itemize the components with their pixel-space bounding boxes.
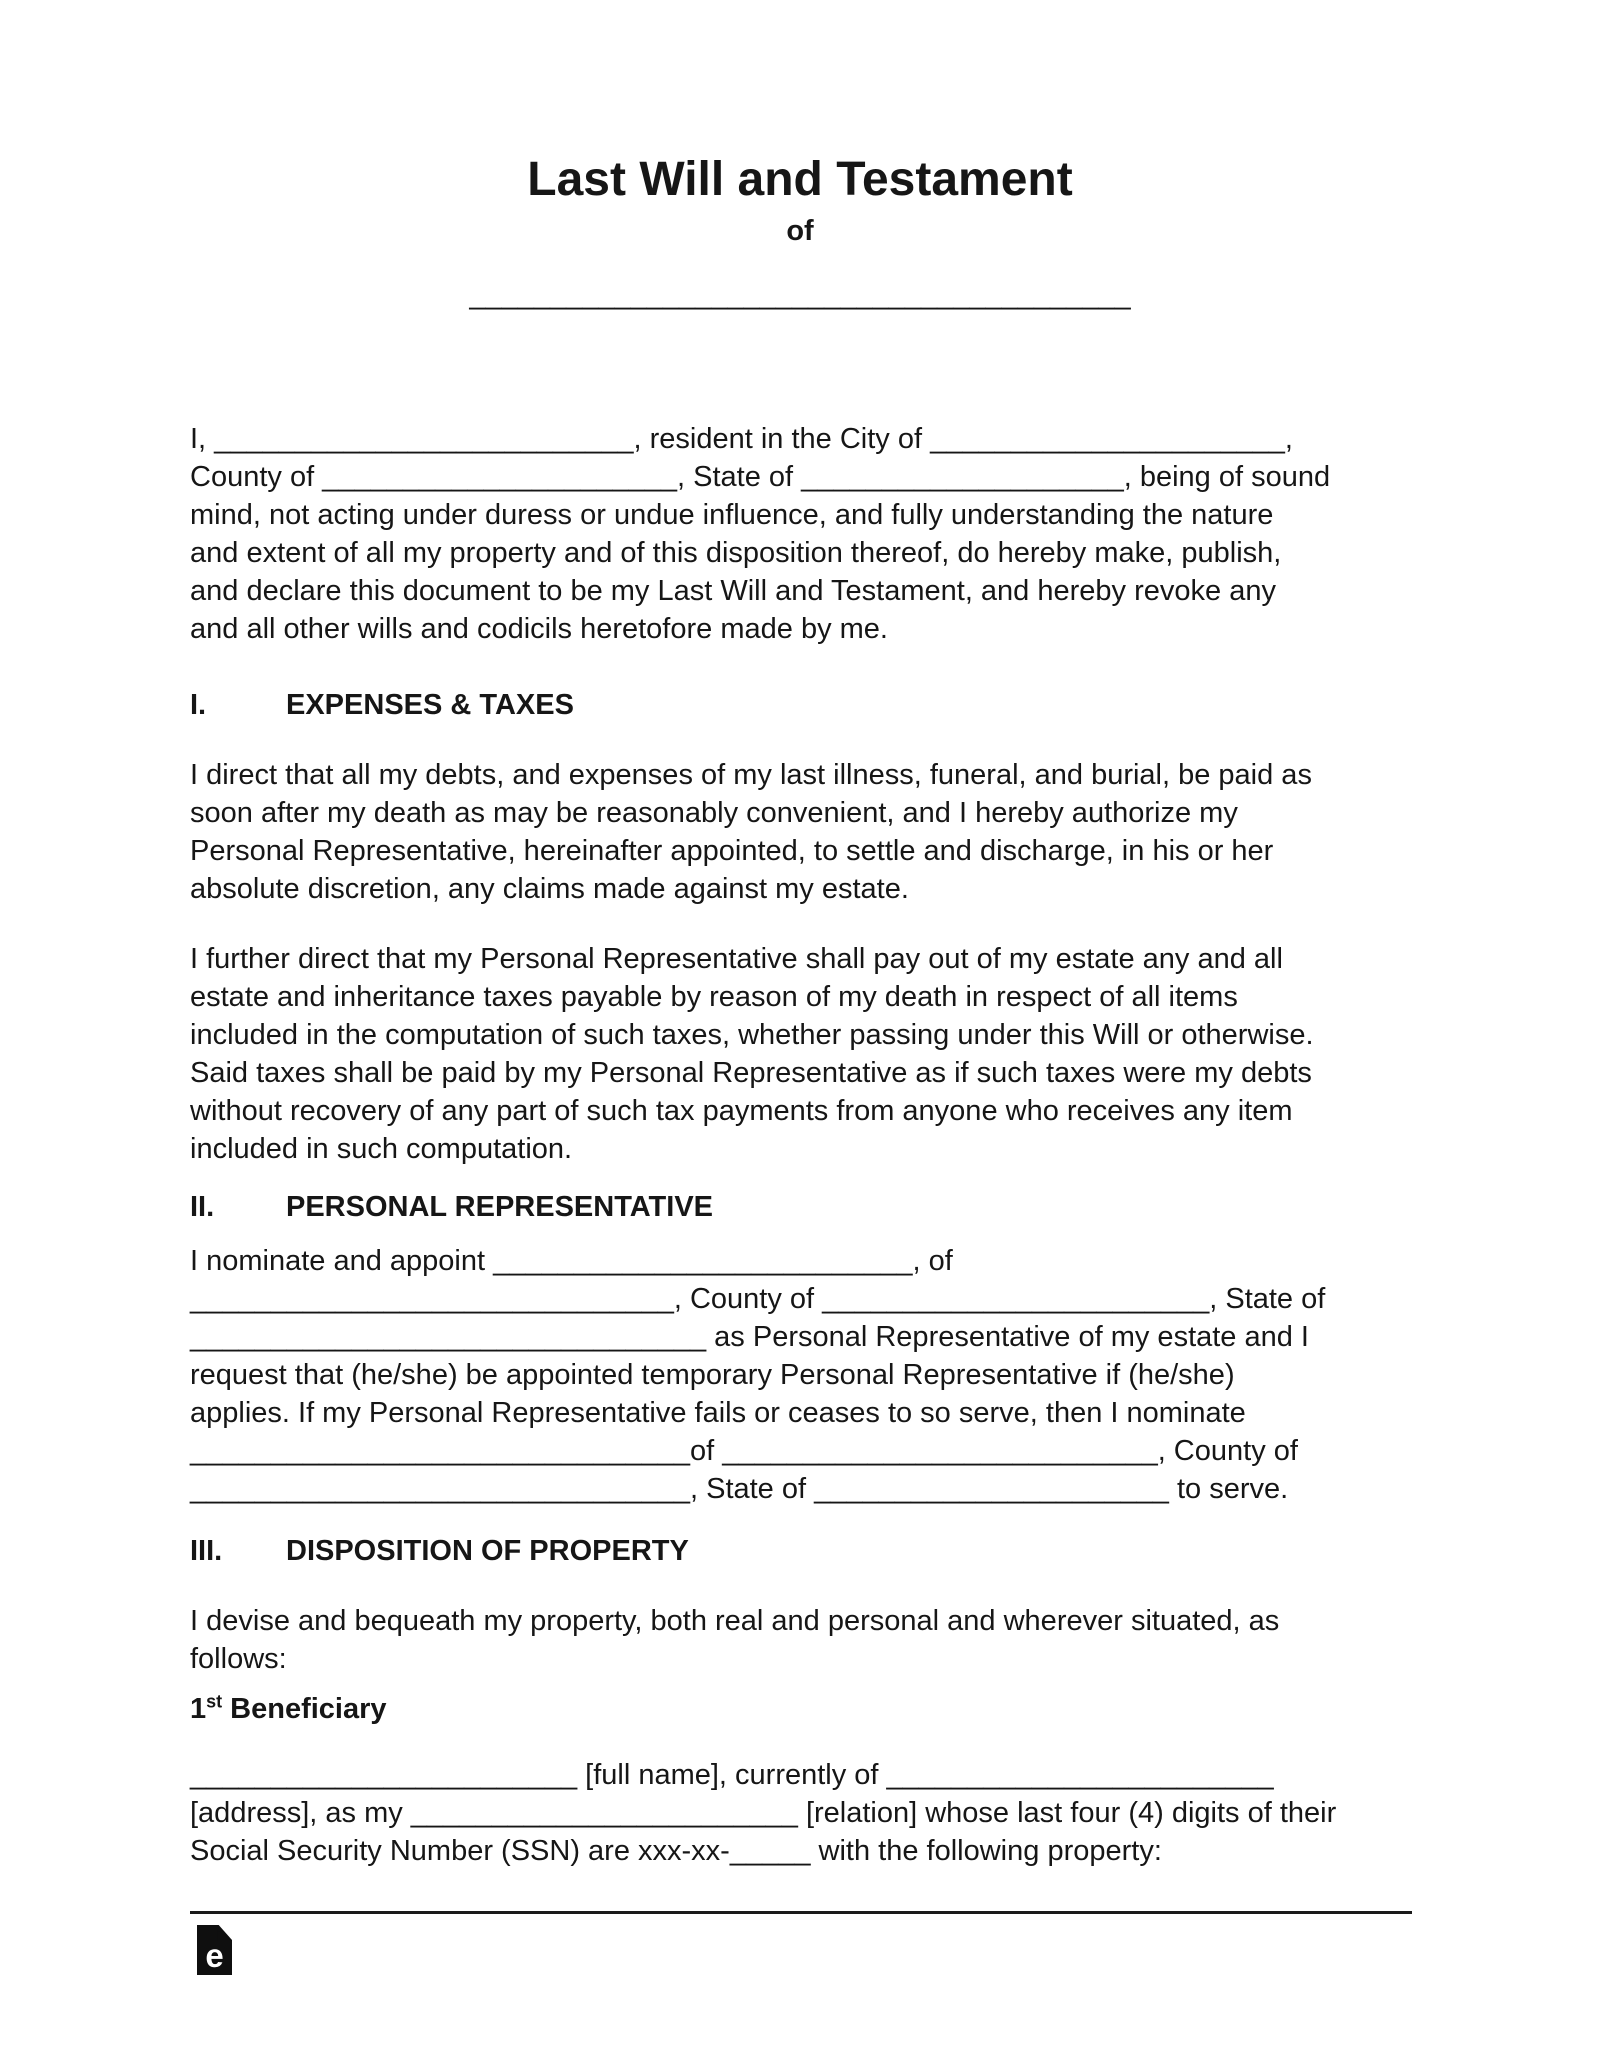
personal-representative-paragraph [190, 1242, 1410, 1508]
paragraph-line: _______________________________, State of ______________________ to serve. [190, 1473, 1289, 1505]
beneficiary-ordinal: st [206, 1691, 223, 1712]
beneficiary-paragraph [190, 1756, 1410, 1870]
paragraph-line: I, __________________________, resident in the City of ______________________, [190, 423, 1293, 455]
section-heading-expenses-taxes [190, 686, 1410, 724]
paragraph-line: included in the computation of such taxes, whether passing under this Will or otherwise. [190, 1019, 1314, 1051]
section-title: PERSONAL REPRESENTATIVE [286, 1191, 714, 1223]
beneficiary-number: 1 [190, 1693, 207, 1725]
eforms-logo [197, 1925, 232, 1975]
document-title: Last Will and Testament [527, 153, 1073, 206]
paragraph-line: Personal Representative, hereinafter appointed, to settle and discharge, in his or her [190, 835, 1274, 867]
paragraph-line: mind, not acting under duress or undue influence, and fully understanding the nature [190, 499, 1274, 531]
paragraph-line: Said taxes shall be paid by my Personal Representative as if such taxes were my debts [190, 1057, 1312, 1089]
paragraph-line: included in such computation. [190, 1133, 573, 1165]
paragraph-line: _______________________________of ___________________________, County of [190, 1435, 1298, 1467]
expenses-paragraph-1 [190, 756, 1410, 908]
section-numeral: II. [190, 1191, 215, 1223]
paragraph-line: request that (he/she) be appointed temporary Personal Representative if (he/she) [190, 1359, 1235, 1391]
paragraph-line: ________________________ [full name], currently of ________________________ [190, 1759, 1274, 1791]
paragraph-line: I devise and bequeath my property, both real and personal and wherever situated, as [190, 1605, 1280, 1637]
document-subtitle: of [786, 215, 814, 247]
paragraph-line: and all other wills and codicils heretofore made by me. [190, 613, 888, 645]
testator-name-blank: _________________________________________ [469, 279, 1131, 311]
paragraph-line: County of ______________________, State of ____________________, being of sound [190, 461, 1331, 493]
paragraph-line: ________________________________ as Personal Representative of my estate and I [190, 1321, 1309, 1353]
paragraph-line: I further direct that my Personal Representative shall pay out of my estate any and all [190, 943, 1283, 975]
intro-paragraph [190, 420, 1410, 648]
paragraph-line: soon after my death as may be reasonably convenient, and I hereby authorize my [190, 797, 1238, 829]
paragraph-line: applies. If my Personal Representative fails or ceases to so serve, then I nominate [190, 1397, 1246, 1429]
logo-letter: e [205, 1937, 224, 1974]
paragraph-line: ______________________________, County of ________________________, State of [190, 1283, 1326, 1315]
section-numeral: III. [190, 1535, 223, 1567]
section-title: EXPENSES & TAXES [286, 689, 574, 721]
expenses-paragraph-2 [190, 940, 1410, 1168]
disposition-paragraph [190, 1602, 1410, 1678]
paragraph-line: I direct that all my debts, and expenses of my last illness, funeral, and burial, be paid as [190, 759, 1312, 791]
section-numeral: I. [190, 689, 207, 721]
paragraph-line: Social Security Number (SSN) are xxx-xx-_____ with the following property: [190, 1835, 1162, 1867]
paragraph-line: and declare this document to be my Last Will and Testament, and hereby revoke any [190, 575, 1276, 607]
paragraph-line: follows: [190, 1643, 287, 1675]
paragraph-line: without recovery of any part of such tax payments from anyone who receives any item [190, 1095, 1293, 1127]
paragraph-line: absolute discretion, any claims made against my estate. [190, 873, 909, 905]
paragraph-line: I nominate and appoint __________________________, of [190, 1245, 953, 1277]
beneficiary-label: Beneficiary [230, 1693, 387, 1725]
first-beneficiary-heading [190, 1690, 1410, 1728]
section-heading-disposition-of-property [190, 1532, 1410, 1570]
footer-divider [190, 1911, 1412, 1914]
paragraph-line: estate and inheritance taxes payable by reason of my death in respect of all items [190, 981, 1238, 1013]
section-heading-personal-representative [190, 1188, 1410, 1226]
paragraph-line: and extent of all my property and of this disposition thereof, do hereby make, publish, [190, 537, 1282, 569]
section-title: DISPOSITION OF PROPERTY [286, 1535, 689, 1567]
paragraph-line: [address], as my ________________________ [relation] whose last four (4) digits of their [190, 1797, 1337, 1829]
